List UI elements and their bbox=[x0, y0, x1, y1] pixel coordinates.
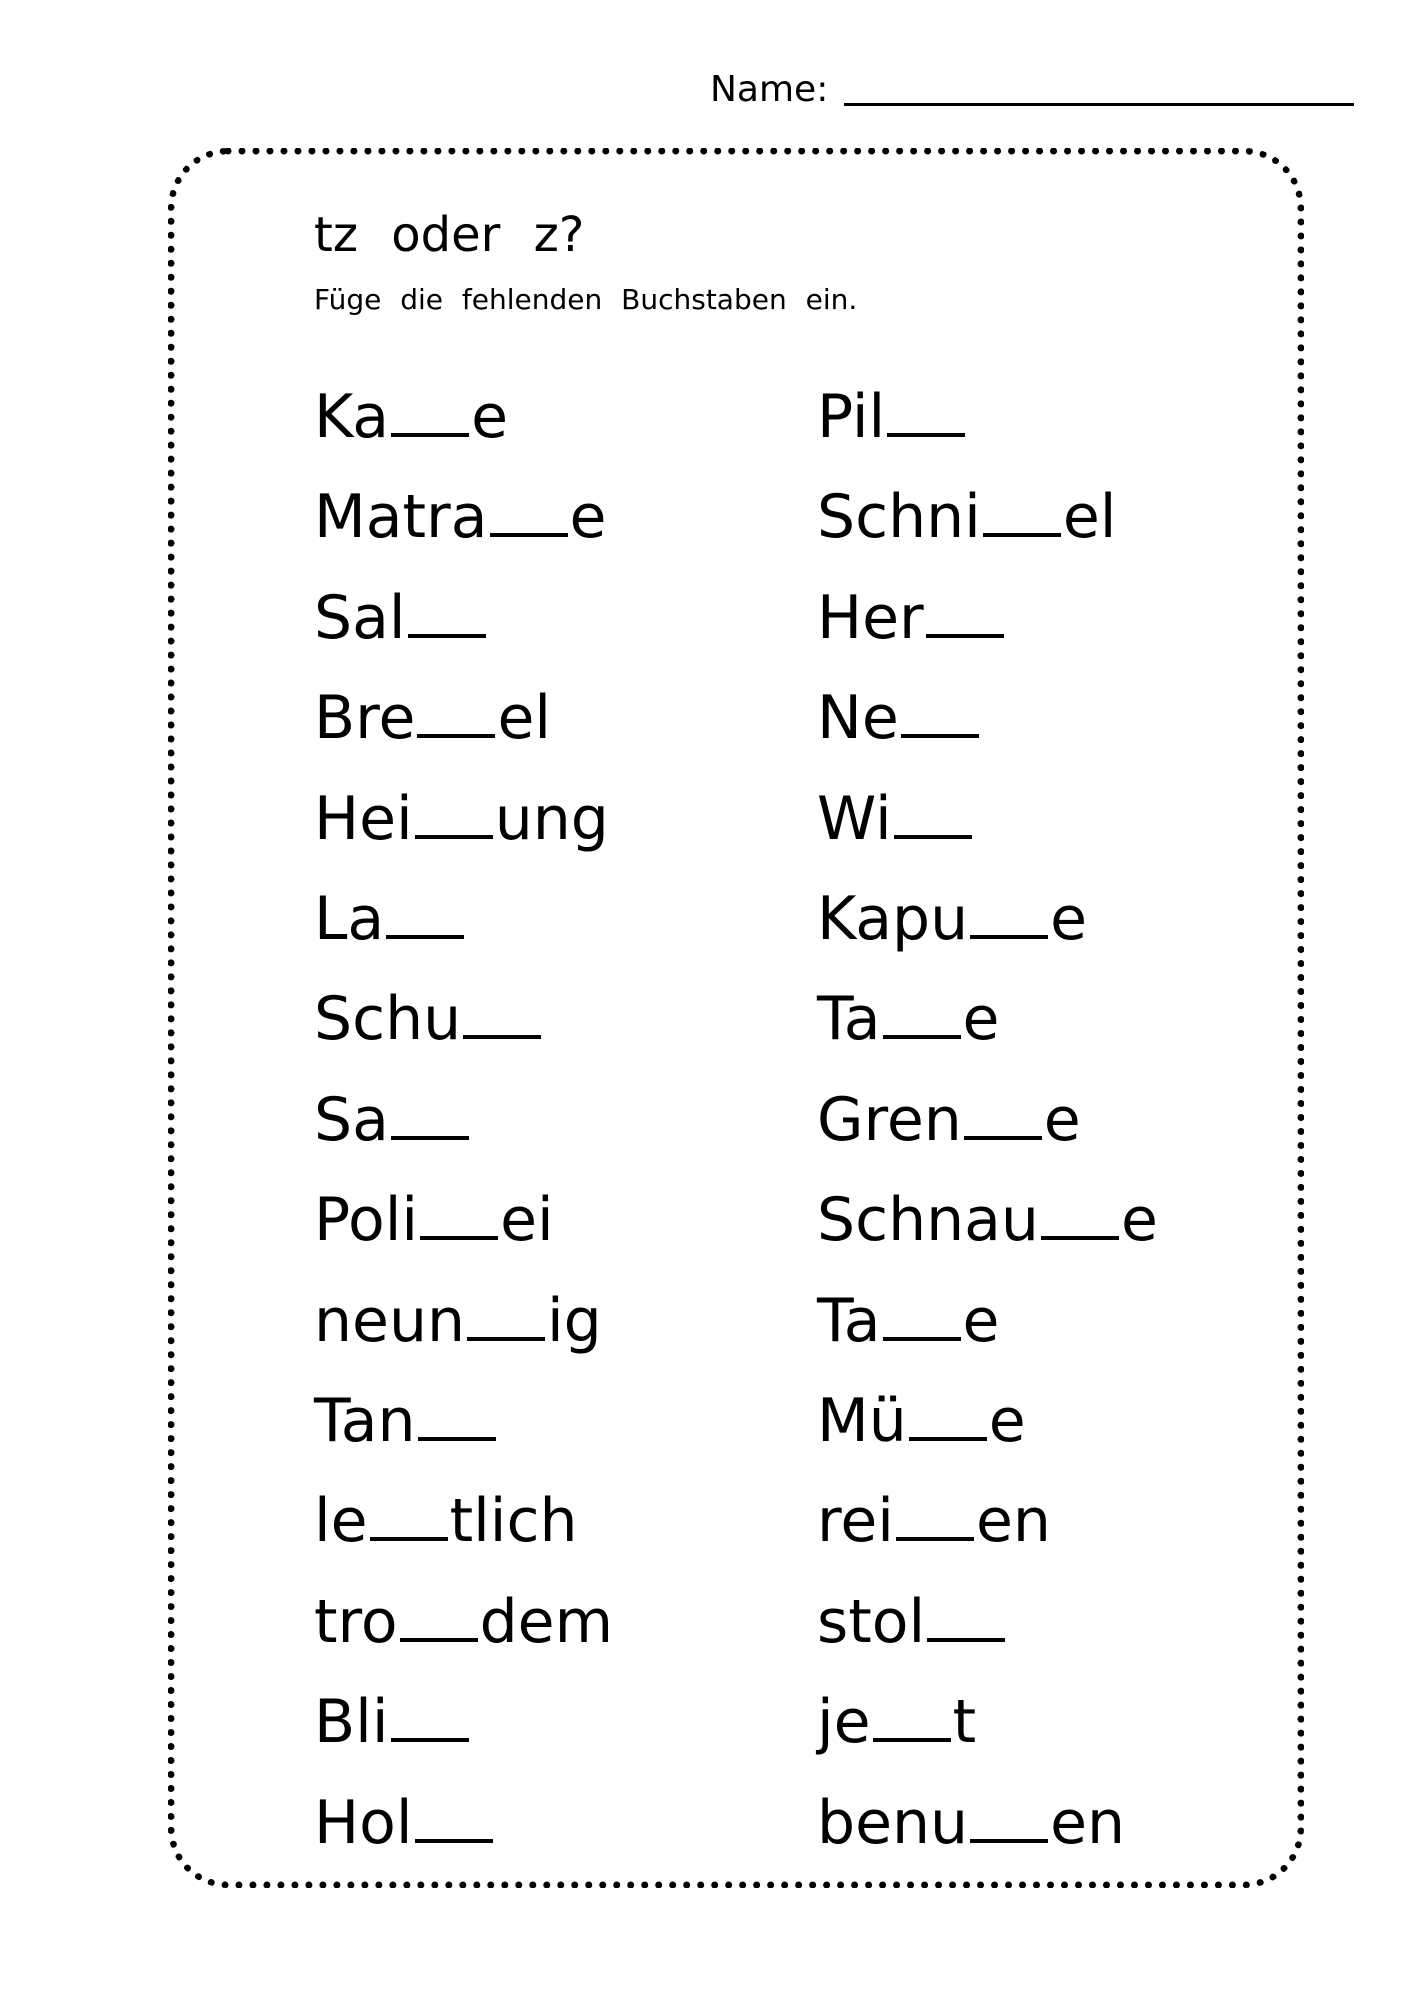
blank-line[interactable] bbox=[887, 433, 965, 437]
word-start: Schu bbox=[314, 984, 462, 1055]
blank-line[interactable] bbox=[391, 433, 469, 437]
word-end: el bbox=[497, 683, 552, 754]
word-start: Gren bbox=[817, 1084, 962, 1155]
word-start: Ta bbox=[817, 984, 881, 1055]
blank-line[interactable] bbox=[463, 1035, 541, 1039]
word-start: Schnau bbox=[817, 1185, 1039, 1256]
name-field-line[interactable] bbox=[844, 103, 1354, 106]
word-start: Ka bbox=[314, 382, 390, 452]
word-start: Kapu bbox=[817, 884, 969, 954]
word-start: Bli bbox=[314, 1687, 389, 1758]
left-word-item bbox=[314, 1085, 471, 1155]
word-start: benu bbox=[817, 1787, 969, 1858]
word-end: t bbox=[952, 1687, 977, 1758]
word-end: tlich bbox=[449, 1486, 578, 1557]
word-start: neun bbox=[314, 1285, 465, 1356]
word-end: dem bbox=[479, 1586, 614, 1657]
word-end: e bbox=[962, 984, 1000, 1055]
word-start: Sa bbox=[314, 1084, 389, 1155]
left-word-item bbox=[314, 784, 609, 854]
left-word-item bbox=[314, 984, 543, 1054]
word-start: Hei bbox=[314, 783, 413, 854]
blank-line[interactable] bbox=[415, 1839, 493, 1843]
left-word-item bbox=[314, 482, 606, 552]
word-end: ei bbox=[500, 1185, 554, 1256]
blank-line[interactable] bbox=[970, 1839, 1048, 1843]
word-end: e bbox=[1050, 884, 1088, 954]
right-word-item bbox=[817, 482, 1116, 552]
blank-line[interactable] bbox=[417, 734, 495, 738]
blank-line[interactable] bbox=[467, 1337, 545, 1341]
right-word-item bbox=[817, 683, 981, 753]
word-start: tro bbox=[314, 1586, 398, 1657]
word-start: Tan bbox=[314, 1386, 416, 1456]
right-word-item bbox=[817, 1286, 999, 1356]
word-end: e bbox=[988, 1386, 1026, 1456]
blank-line[interactable] bbox=[370, 1537, 448, 1541]
blank-line[interactable] bbox=[418, 1437, 496, 1441]
blank-line[interactable] bbox=[408, 634, 486, 638]
word-start: Mü bbox=[817, 1386, 907, 1456]
word-start: Her bbox=[817, 582, 924, 653]
blank-line[interactable] bbox=[883, 1337, 961, 1341]
blank-line[interactable] bbox=[926, 634, 1004, 638]
word-end: en bbox=[975, 1486, 1051, 1557]
word-start: Wi bbox=[817, 783, 892, 854]
right-word-item bbox=[817, 784, 974, 854]
blank-line[interactable] bbox=[1041, 1236, 1119, 1240]
right-word-item bbox=[817, 1085, 1081, 1155]
right-word-item bbox=[817, 583, 1006, 653]
blank-line[interactable] bbox=[909, 1437, 987, 1441]
word-start: Sal bbox=[314, 582, 406, 653]
left-word-item bbox=[314, 1687, 471, 1757]
left-word-item bbox=[314, 1788, 495, 1858]
word-start: Ne bbox=[817, 683, 899, 754]
word-end: e bbox=[569, 482, 607, 553]
blank-line[interactable] bbox=[894, 835, 972, 839]
word-start: Hol bbox=[314, 1787, 413, 1858]
left-word-item bbox=[314, 1587, 613, 1657]
worksheet-title: tz oder z? bbox=[314, 207, 585, 263]
word-start: Matra bbox=[314, 482, 488, 553]
blank-line[interactable] bbox=[386, 935, 464, 939]
word-start: Ta bbox=[817, 1285, 881, 1356]
right-word-item bbox=[817, 1788, 1125, 1858]
left-word-item bbox=[314, 683, 551, 753]
left-word-item bbox=[314, 382, 508, 452]
blank-line[interactable] bbox=[970, 935, 1048, 939]
right-word-item bbox=[817, 1587, 1007, 1657]
left-word-item bbox=[314, 1486, 577, 1556]
word-start: rei bbox=[817, 1486, 894, 1557]
word-start: le bbox=[314, 1486, 368, 1557]
blank-line[interactable] bbox=[901, 734, 979, 738]
word-start: Poli bbox=[314, 1185, 419, 1256]
right-word-item bbox=[817, 382, 967, 452]
blank-line[interactable] bbox=[873, 1738, 951, 1742]
word-end: e bbox=[1043, 1084, 1081, 1155]
blank-line[interactable] bbox=[400, 1638, 478, 1642]
right-word-item bbox=[817, 1185, 1158, 1255]
blank-line[interactable] bbox=[490, 533, 568, 537]
word-start: Pil bbox=[817, 382, 886, 452]
word-end: e bbox=[962, 1285, 1000, 1356]
name-row bbox=[710, 70, 1354, 110]
word-start: Schni bbox=[817, 482, 981, 553]
word-end: en bbox=[1050, 1787, 1126, 1858]
word-start: La bbox=[314, 884, 385, 954]
name-label: Name: bbox=[710, 69, 829, 110]
word-end: el bbox=[1062, 482, 1117, 553]
word-start: Bre bbox=[314, 683, 416, 754]
right-word-item bbox=[817, 1687, 976, 1757]
blank-line[interactable] bbox=[420, 1236, 498, 1240]
right-word-item bbox=[817, 1486, 1051, 1556]
word-start: stol bbox=[817, 1586, 926, 1657]
worksheet-instruction: Füge die fehlenden Buchstaben ein. bbox=[314, 283, 858, 316]
word-end: e bbox=[1120, 1185, 1158, 1256]
word-end: ig bbox=[547, 1285, 602, 1356]
left-word-item bbox=[314, 1185, 554, 1255]
blank-line[interactable] bbox=[415, 835, 493, 839]
blank-line[interactable] bbox=[964, 1136, 1042, 1140]
blank-line[interactable] bbox=[927, 1638, 1005, 1642]
blank-line[interactable] bbox=[391, 1738, 469, 1742]
left-word-item bbox=[314, 1286, 602, 1356]
right-word-item bbox=[817, 1386, 1026, 1456]
blank-line[interactable] bbox=[391, 1136, 469, 1140]
left-word-item bbox=[314, 884, 466, 954]
right-word-item bbox=[817, 884, 1087, 954]
word-end: ung bbox=[494, 783, 609, 854]
word-end: e bbox=[471, 382, 508, 452]
blank-line[interactable] bbox=[883, 1035, 961, 1039]
word-start: je bbox=[817, 1687, 871, 1758]
blank-line[interactable] bbox=[983, 533, 1061, 537]
left-word-item bbox=[314, 583, 488, 653]
left-word-item bbox=[314, 1386, 498, 1456]
blank-line[interactable] bbox=[896, 1537, 974, 1541]
right-word-item bbox=[817, 984, 999, 1054]
